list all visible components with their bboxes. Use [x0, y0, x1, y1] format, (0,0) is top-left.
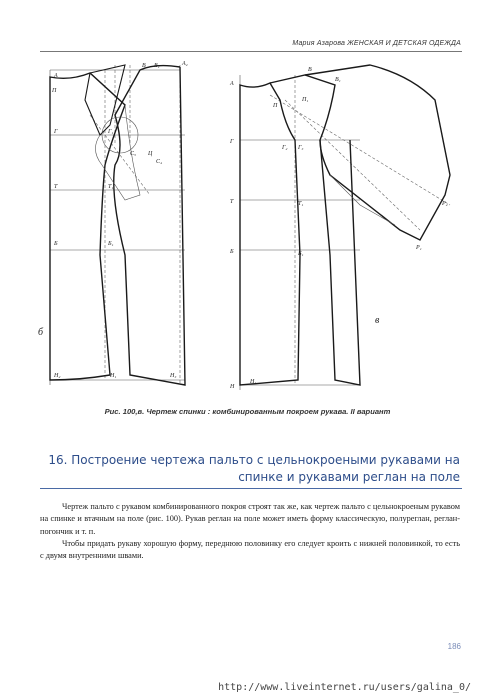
- section-title-line-1: 16. Построение чертежа пальто с цельнокроеными рукавами на: [48, 453, 460, 467]
- page-number: 186: [447, 642, 461, 651]
- svg-text:А: А: [230, 81, 234, 87]
- svg-text:Г₃: Г₃: [298, 145, 304, 151]
- pattern-drawings: [30, 55, 470, 395]
- svg-text:Н₂: Н₂: [54, 373, 61, 379]
- svg-text:Т₁: Т₁: [298, 201, 304, 207]
- svg-text:С₄: С₄: [156, 159, 163, 165]
- svg-text:Г₁: Г₁: [108, 129, 114, 135]
- header-divider: [40, 51, 462, 52]
- paragraph: Чтобы придать рукаву хорошую форму, переднюю половинку его следует кроить с нижней половинкой, то есть с двумя внутренними швами.: [40, 538, 460, 561]
- svg-text:Б₁: Б₁: [298, 251, 304, 257]
- paragraph: Чертеж пальто с рукавом комбинированного покроя строят так же, как чертеж пальто с цельнокроеным рукавом на спинке и втачным на поле (рис. 100). Рукав реглан на поле может иметь форму классическую, полуреглан, реглан-погончик и т. п.: [40, 502, 460, 536]
- svg-text:Р₂: Р₂: [442, 201, 448, 207]
- left-drawing-label: б: [38, 327, 44, 338]
- svg-text:Ц: Ц: [148, 151, 153, 157]
- svg-text:Б: Б: [230, 249, 234, 255]
- svg-text:С₅: С₅: [130, 151, 137, 157]
- right-pattern-drawing: [229, 65, 450, 390]
- svg-text:А₂: А₂: [182, 61, 188, 67]
- svg-text:Б₁: Б₁: [108, 241, 114, 247]
- left-pattern-drawing: [38, 61, 188, 385]
- svg-text:П: П: [52, 88, 57, 94]
- svg-text:Г: Г: [54, 129, 58, 135]
- svg-text:Р₁: Р₁: [416, 245, 422, 251]
- svg-text:Н₁: Н₁: [250, 379, 257, 385]
- page-header: Мария Азарова ЖЕНСКАЯ И ДЕТСКАЯ ОДЕЖДА: [292, 40, 461, 47]
- svg-text:П: П: [273, 103, 278, 109]
- svg-text:Т₁: Т₁: [108, 184, 114, 190]
- svg-text:В: В: [308, 67, 312, 73]
- svg-text:Т: Т: [230, 199, 234, 205]
- section-title: [40, 452, 460, 486]
- title-underline: [40, 488, 462, 489]
- svg-text:Г₂: Г₂: [282, 145, 288, 151]
- section-title-line-2: спинке и рукавами реглан на поле: [238, 470, 460, 484]
- right-drawing-label: в: [375, 315, 380, 326]
- svg-text:В₁: В₁: [154, 63, 160, 69]
- svg-text:Т: Т: [54, 184, 58, 190]
- svg-text:Г: Г: [230, 139, 234, 145]
- footer-url[interactable]: http://www.liveinternet.ru/users/galina_0/: [218, 682, 471, 693]
- body-text: [40, 501, 460, 562]
- svg-text:В₁: В₁: [335, 77, 341, 83]
- svg-text:В: В: [142, 63, 146, 69]
- figure-caption: Рис. 100,в. Чертеж спинки : комбинированным покроем рукава. II вариант: [104, 407, 391, 416]
- svg-text:Н₁: Н₁: [110, 373, 117, 379]
- svg-text:П₁: П₁: [302, 97, 309, 103]
- svg-text:А: А: [54, 73, 58, 79]
- svg-text:Б: Б: [54, 241, 58, 247]
- svg-text:Н: Н: [230, 384, 235, 390]
- svg-text:Н₃: Н₃: [170, 373, 177, 379]
